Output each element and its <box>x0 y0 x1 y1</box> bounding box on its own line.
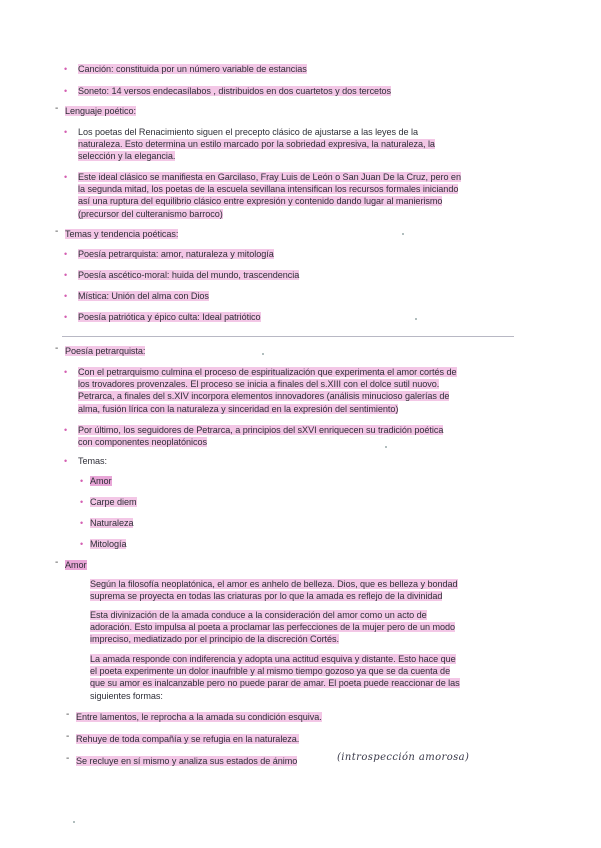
dash-icon: - <box>66 753 70 764</box>
dash-icon: - <box>66 709 70 720</box>
heading-lenguaje: Lenguaje poético: <box>65 106 136 116</box>
bullet-icon: • <box>64 425 68 435</box>
bullet-icon: • <box>64 86 68 96</box>
dash-icon: - <box>55 103 59 114</box>
scan-speck <box>262 353 264 355</box>
bullet-icon: • <box>64 64 68 74</box>
tema-item: Mitología <box>90 539 127 549</box>
handwritten-note: (introspección amorosa) <box>337 752 470 763</box>
bullet-icon: • <box>64 127 68 137</box>
paragraph-amor-1: Según la filosofía neoplatónica, el amor es anhelo de belleza. Dios, que es belleza y bondad suprema se proyecta en todas las criaturas por lo que la amada es reflejo de la divinidad <box>90 579 458 602</box>
reaccion-item: Entre lamentos, le reprocha a la amada su condición esquiva. <box>76 712 322 722</box>
reaccion-item: Se recluye en sí mismo y analiza sus estados de ánimo <box>76 756 298 766</box>
scan-speck <box>73 821 75 823</box>
dash-icon: - <box>55 226 59 237</box>
bullet-cancion: Canción: constituida por un número variable de estancias <box>78 64 307 74</box>
tendencia-item: Poesía ascético-moral: huida del mundo, trascendencia <box>78 270 300 280</box>
bullet-icon: • <box>80 539 84 549</box>
paragraph-amor-2: Esta divinización de la amada conduce a la consideración del amor como un acto de adoración. Esto impulsa al poeta a proclamar las perfecciones de la mujer pero de un modo impreciso, mediatizado por el principio de la discreción Cortés. <box>90 610 456 645</box>
bullet-icon: • <box>80 476 84 486</box>
bullet-icon: • <box>64 172 68 182</box>
dash-icon: - <box>66 731 70 742</box>
paragraph-petrarquista-1: Con el petrarquismo culmina el proceso de espiritualización que experimenta el amor cortés de los trovadores provenzales. El proceso se inicia a finales del s.XIII con el dolce sutil nuovo. Petrarca, a finales del s.XIV incorpora elementos innovadores (análisis minucioso galerías de alma, fusión lírica con la naturaleza y sinceridad en la expresión del sentimiento) <box>78 367 457 414</box>
tendencia-item: Poesía petrarquista: amor, naturaleza y mitología <box>78 249 274 259</box>
dash-icon: - <box>55 557 59 568</box>
bullet-icon: • <box>64 249 68 259</box>
bullet-soneto: Soneto: 14 versos endecasílabos , distribuidos en dos cuartetos y dos tercetos <box>78 86 392 96</box>
tendencia-item: Poesía patriótica y épico culta: Ideal patriótico <box>78 312 261 322</box>
tema-item: Amor <box>90 476 112 486</box>
bullet-icon: • <box>64 312 68 322</box>
scan-speck <box>385 446 387 448</box>
paragraph-petrarquista-2: Por último, los seguidores de Petrarca, a principios del sXVI enriquecen su tradición poética con componentes neoplatónicos <box>78 425 444 448</box>
heading-petrarquista: Poesía petrarquista: <box>65 346 146 356</box>
paragraph-lenguaje-2: Este ideal clásico se manifiesta en Garcilaso, Fray Luis de León o San Juan De la Cruz, pero en la segunda mitad, los poetas de la escuela sevillana intensifican los recursos formales iniciando así una ruptura del equilibrio clásico entre expresión y contenido dando lugar al manierismo (precursor del culteranismo barroco) <box>78 172 461 219</box>
tema-item: Naturaleza <box>90 518 134 528</box>
scan-speck <box>402 233 404 235</box>
tema-item: Carpe diem <box>90 497 137 507</box>
paragraph-amor-3: La amada responde con indiferencia y adopta una actitud esquiva y distante. Esto hace que el poeta experimente un dolor inaufrible y al mismo tiempo gozoso ya que se da cuenta de que su amor es inalcanzable pero no puede parar de amar. El poeta puede reaccionar de las siguientes formas: <box>90 654 460 701</box>
bullet-icon: • <box>80 518 84 528</box>
scan-speck <box>415 318 417 320</box>
temas-label: Temas: <box>78 456 108 466</box>
bullet-icon: • <box>64 456 68 466</box>
heading-temas-tendencias: Temas y tendencia poéticas: <box>65 229 179 239</box>
bullet-icon: • <box>64 270 68 280</box>
section-divider <box>62 336 514 337</box>
dash-icon: - <box>55 343 59 354</box>
reaccion-item: Rehuye de toda compañía y se refugia en la naturaleza. <box>76 734 300 744</box>
bullet-icon: • <box>64 367 68 377</box>
heading-amor: Amor <box>65 560 87 570</box>
bullet-icon: • <box>80 497 84 507</box>
bullet-icon: • <box>64 291 68 301</box>
paragraph-lenguaje-1: Los poetas del Renacimiento siguen el precepto clásico de ajustarse a las leyes de la naturaleza. Esto determina un estilo marcado por la sobriedad expresiva, la naturaleza, la selección y la elegancia. <box>78 127 435 162</box>
tendencia-item: Mística: Unión del alma con Dios <box>78 291 209 301</box>
